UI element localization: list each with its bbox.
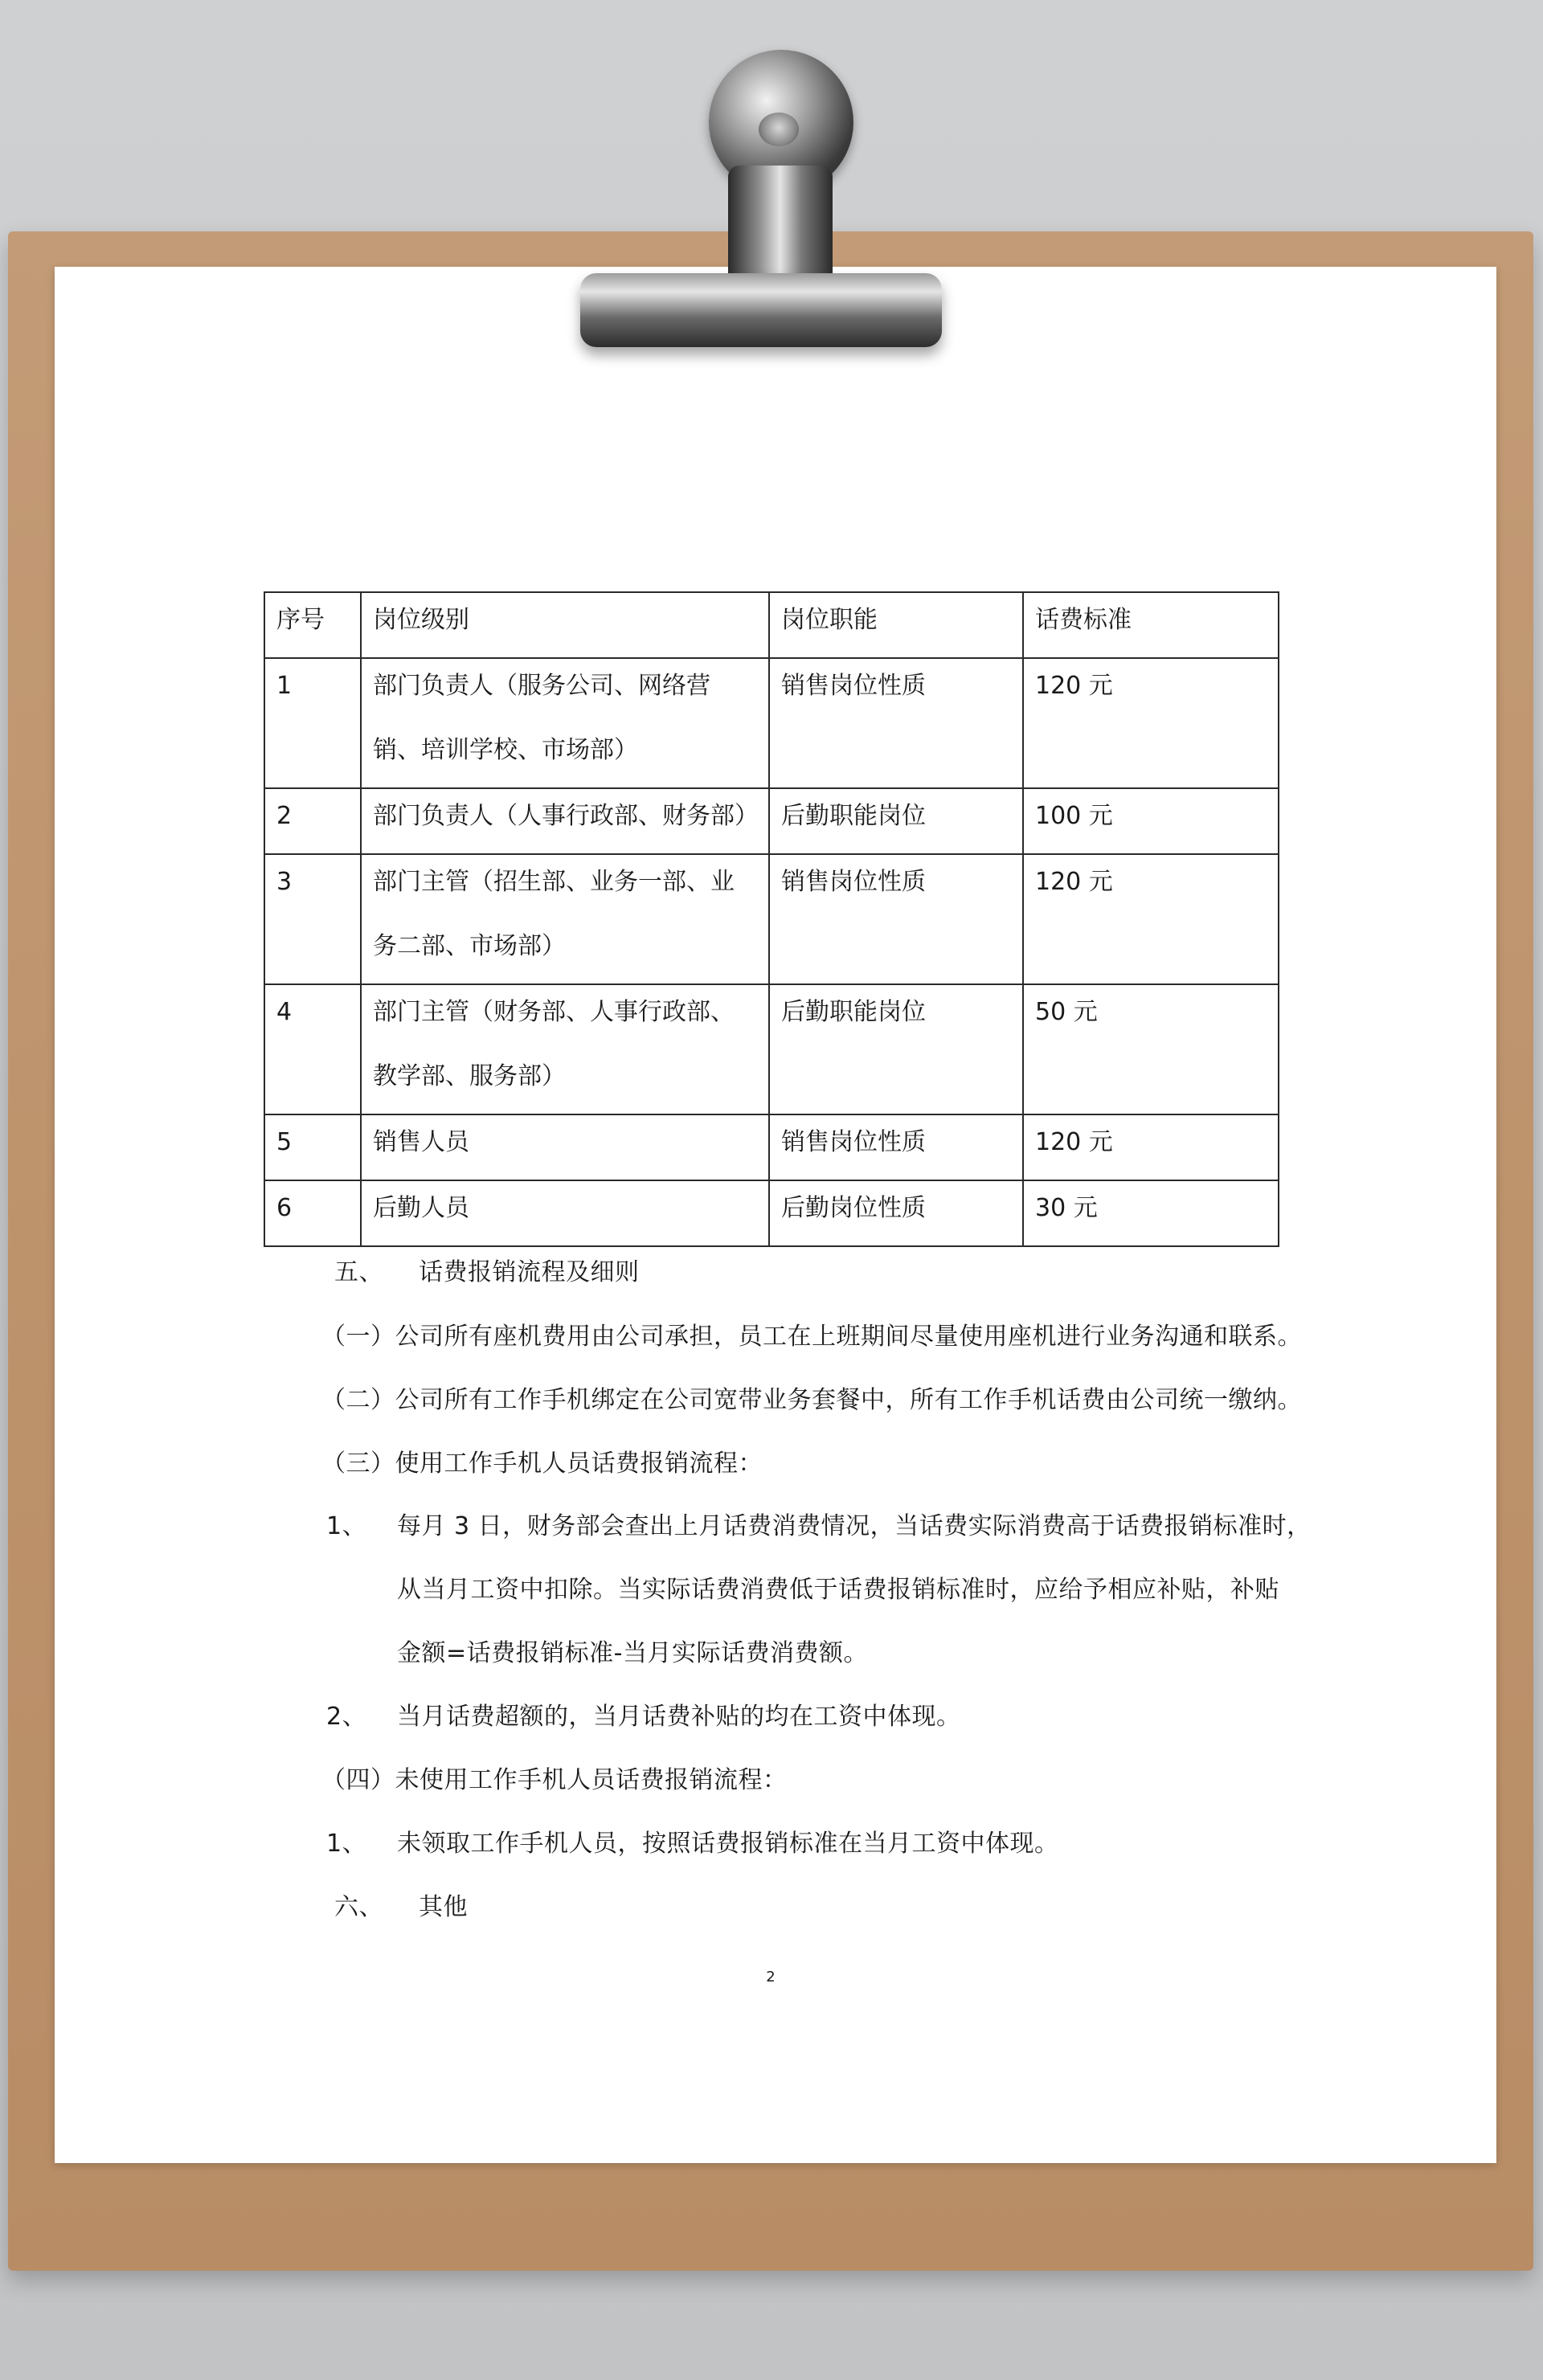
table-cell: 销售岗位性质 [769, 658, 1023, 788]
table-cell: 部门负责人（人事行政部、财务部） [361, 788, 769, 854]
table-row [264, 1180, 1279, 1246]
binder-clip-stem [728, 166, 833, 286]
binder-clip-bar [580, 273, 942, 347]
table-cell: 30 元 [1023, 1180, 1279, 1246]
table-cell: 5 [264, 1114, 361, 1180]
list-item-text: 当月话费超额的，当月话费补贴的均在工资中体现。 [397, 1703, 961, 1731]
table-cell: 部门主管（招生部、业务一部、业务二部、市场部） [361, 854, 769, 984]
list-item-text: 未领取工作手机人员，按照话费报销标准在当月工资中体现。 [397, 1830, 1059, 1858]
paragraph-item-1: （一）公司所有座机费用由公司承担，员工在上班期间尽量使用座机进行业务沟通和联系。 [321, 1323, 1302, 1351]
table-cell: 50 元 [1023, 984, 1279, 1114]
table-cell: 销售岗位性质 [769, 854, 1023, 984]
table-cell: 6 [264, 1180, 361, 1246]
table-row [264, 854, 1279, 984]
table-cell: 销售人员 [361, 1114, 769, 1180]
table-cell: 120 元 [1023, 854, 1279, 984]
table-row [264, 1114, 1279, 1180]
paragraph-item-3: （三）使用工作手机人员话费报销流程： [321, 1450, 763, 1478]
table-header-row [264, 592, 1279, 658]
section-number: 六、 [334, 1893, 383, 1921]
table-cell: 后勤职能岗位 [769, 984, 1023, 1114]
header-cell: 岗位职能 [769, 592, 1023, 658]
table-cell: 2 [264, 788, 361, 854]
binder-clip-hole [759, 112, 799, 146]
table-cell: 部门负责人（服务公司、网络营销、培训学校、市场部） [361, 658, 769, 788]
list-number: 2、 [326, 1703, 367, 1731]
table-cell: 120 元 [1023, 1114, 1279, 1180]
table-cell: 120 元 [1023, 658, 1279, 788]
table-cell: 后勤岗位性质 [769, 1180, 1023, 1246]
table-cell: 后勤职能岗位 [769, 788, 1023, 854]
table-cell: 销售岗位性质 [769, 1114, 1023, 1180]
table-cell: 4 [264, 984, 361, 1114]
list-item-text: 从当月工资中扣除。当实际话费消费低于话费报销标准时，应给予相应补贴，补贴 [397, 1576, 1279, 1604]
document-content [264, 591, 1312, 1985]
table-row [264, 984, 1279, 1114]
table-cell: 部门主管（财务部、人事行政部、教学部、服务部） [361, 984, 769, 1114]
page-number: 2 [766, 1969, 776, 1985]
section-heading-6 [334, 1887, 468, 1922]
section-title: 其他 [419, 1893, 468, 1921]
section-title: 话费报销流程及细则 [419, 1258, 640, 1286]
table-row [264, 658, 1279, 788]
header-cell: 岗位级别 [361, 592, 769, 658]
paragraph-item-4: （四）未使用工作手机人员话费报销流程： [321, 1766, 788, 1794]
paragraph-item-2: （二）公司所有工作手机绑定在公司宽带业务套餐中，所有工作手机话费由公司统一缴纳。 [321, 1386, 1302, 1414]
list-number: 1、 [326, 1512, 367, 1540]
section-heading-5 [334, 1252, 640, 1287]
list-item-text: 金额=话费报销标准-当月实际话费消费额。 [397, 1639, 868, 1667]
header-cell: 话费标准 [1023, 592, 1279, 658]
header-cell: 序号 [264, 592, 361, 658]
list-number: 1、 [326, 1830, 367, 1858]
table-cell: 1 [264, 658, 361, 788]
phone-allowance-table [264, 591, 1279, 1247]
table-cell: 100 元 [1023, 788, 1279, 854]
list-item-text: 每月 3 日，财务部会查出上月话费消费情况，当话费实际消费高于话费报销标准时， [397, 1512, 1312, 1540]
section-number: 五、 [334, 1258, 383, 1286]
table-cell: 后勤人员 [361, 1180, 769, 1246]
table-row [264, 788, 1279, 854]
table-cell: 3 [264, 854, 361, 984]
